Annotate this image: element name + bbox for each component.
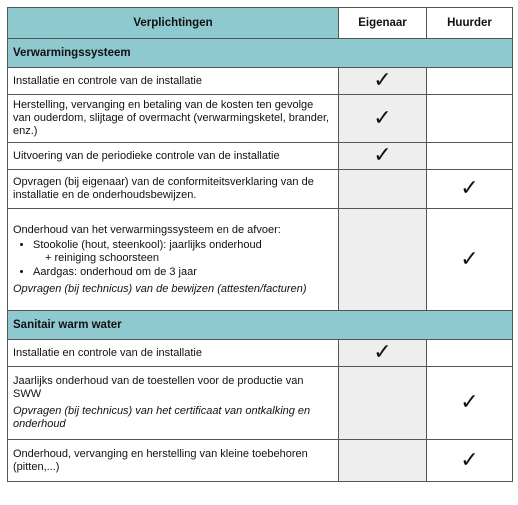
tenant-cell xyxy=(427,68,513,95)
obligations-table-wrapper xyxy=(7,7,512,482)
obligation-text: Opvragen (bij eigenaar) van de conformiteitsverklaring van de installatie en de onderhoudsbewijzen. xyxy=(8,170,339,209)
owner-cell xyxy=(339,440,427,482)
header-obligations: Verplichtingen xyxy=(8,8,339,39)
table-row xyxy=(8,68,513,95)
obligation-text: Herstelling, vervanging en betaling van de kosten ten gevolge van ouderdom, slijtage of overmacht (verwarmingsketel, brander, enz.) xyxy=(8,95,339,143)
obligation-cell xyxy=(8,367,339,440)
tenant-cell xyxy=(427,95,513,143)
tenant-cell xyxy=(427,367,513,440)
owner-cell xyxy=(339,340,427,367)
section-row-hot-water xyxy=(8,311,513,340)
obligation-text: Onderhoud, vervanging en herstelling van kleine toebehoren (pitten,...) xyxy=(8,440,339,482)
owner-cell xyxy=(339,143,427,170)
table-row xyxy=(8,440,513,482)
bullet-item xyxy=(33,239,333,265)
check-icon: ✓ xyxy=(373,68,392,93)
obligation-text: Jaarlijks onderhoud van de toestellen voor de productie van SWW xyxy=(13,375,304,400)
bullet-text-continuation: + reiniging schoorsteen xyxy=(45,251,160,264)
check-icon: ✓ xyxy=(460,246,479,272)
section-row-heating xyxy=(8,39,513,68)
obligation-bullets xyxy=(13,239,333,279)
owner-cell xyxy=(339,367,427,440)
obligation-text: Installatie en controle van de installatie xyxy=(8,340,339,367)
table-row xyxy=(8,95,513,143)
obligations-table xyxy=(7,7,513,482)
bullet-item xyxy=(33,266,333,279)
table-row xyxy=(8,170,513,209)
tenant-cell xyxy=(427,340,513,367)
tenant-cell xyxy=(427,143,513,170)
check-icon: ✓ xyxy=(460,176,479,201)
header-owner: Eigenaar xyxy=(339,8,427,39)
table-row xyxy=(8,340,513,367)
obligation-text: Uitvoering van de periodieke controle van de installatie xyxy=(8,143,339,170)
check-icon: ✓ xyxy=(373,105,392,131)
header-row xyxy=(8,8,513,39)
owner-cell xyxy=(339,170,427,209)
obligation-note: Opvragen (bij technicus) van het certificaat van ontkalking en onderhoud xyxy=(13,405,311,430)
table-row xyxy=(8,367,513,440)
obligation-intro: Onderhoud van het verwarmingssysteem en de afvoer: xyxy=(13,223,281,236)
tenant-cell xyxy=(427,170,513,209)
obligation-note: Opvragen (bij technicus) van de bewijzen (attesten/facturen) xyxy=(13,282,307,295)
check-icon: ✓ xyxy=(460,447,479,473)
table-row xyxy=(8,209,513,311)
section-title: Verwarmingssysteem xyxy=(8,39,513,68)
bullet-text: Stookolie (hout, steenkool): jaarlijks onderhoud xyxy=(33,238,262,251)
tenant-cell xyxy=(427,440,513,482)
obligation-cell xyxy=(8,209,339,311)
obligation-text: Installatie en controle van de installatie xyxy=(8,68,339,95)
owner-cell xyxy=(339,95,427,143)
section-title: Sanitair warm water xyxy=(8,311,513,340)
tenant-cell xyxy=(427,209,513,311)
owner-cell xyxy=(339,68,427,95)
owner-cell xyxy=(339,209,427,311)
check-icon: ✓ xyxy=(373,143,392,168)
table-row xyxy=(8,143,513,170)
bullet-text: Aardgas: onderhoud om de 3 jaar xyxy=(33,265,197,278)
check-icon: ✓ xyxy=(460,390,479,415)
check-icon: ✓ xyxy=(373,340,392,365)
header-tenant: Huurder xyxy=(427,8,513,39)
